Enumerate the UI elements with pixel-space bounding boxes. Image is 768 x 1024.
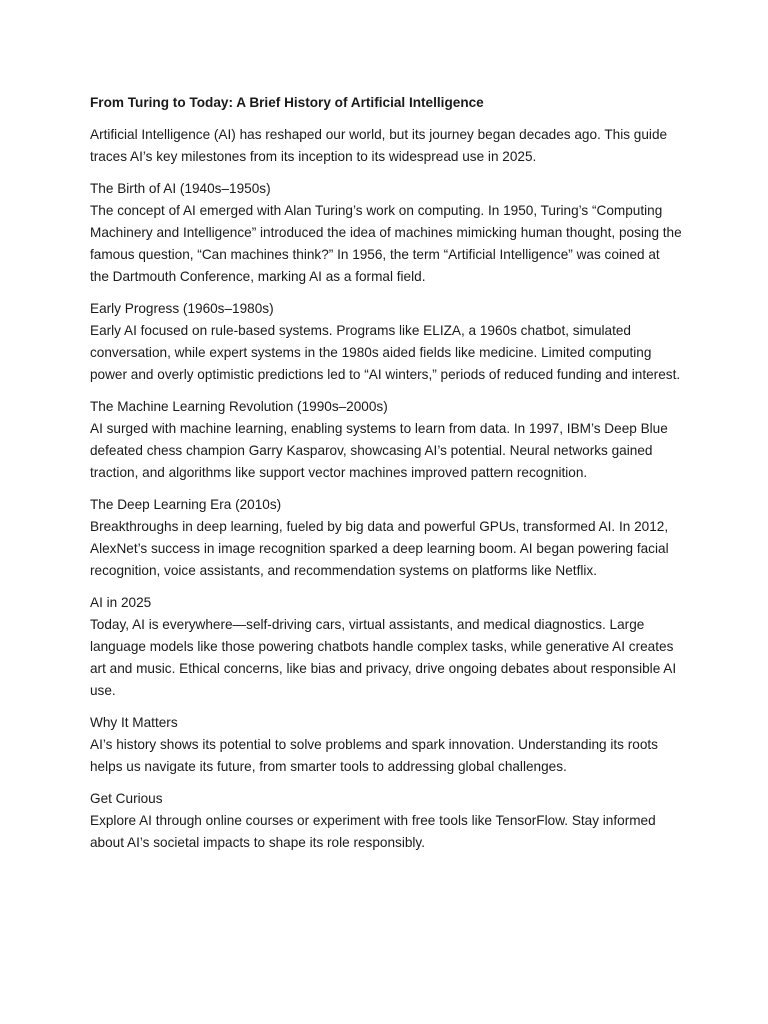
section-deep-learning [90, 494, 682, 582]
section-ai-in-2025 [90, 592, 682, 702]
section-heading: The Birth of AI (1940s–1950s) [90, 181, 271, 196]
section-body: The concept of AI emerged with Alan Turing’s work on computing. In 1950, Turing’s “Computing Machinery and Intelligence” introduced the idea of machines mimicking human thought, posing the famous question, “Can machines think?” In 1956, the term “Artificial Intelligence” was coined at the Dartmouth Conference, marking AI as a formal field. [90, 203, 682, 284]
section-body: Today, AI is everywhere—self-driving cars, virtual assistants, and medical diagnostics. Large language models like those powering chatbots handle complex tasks, while generative AI creates art and music. Ethical concerns, like bias and privacy, drive ongoing debates about responsible AI use. [90, 617, 677, 698]
section-heading: Why It Matters [90, 715, 178, 730]
section-birth-of-ai [90, 178, 682, 288]
section-early-progress [90, 298, 682, 386]
section-machine-learning [90, 396, 682, 484]
section-heading: The Machine Learning Revolution (1990s–2000s) [90, 399, 388, 414]
document-title: From Turing to Today: A Brief History of Artificial Intelligence [90, 95, 484, 110]
section-body: AI’s history shows its potential to solve problems and spark innovation. Understanding its roots helps us navigate its future, from smarter tools to addressing global challenges. [90, 737, 658, 774]
section-heading: The Deep Learning Era (2010s) [90, 497, 282, 512]
section-why-it-matters [90, 712, 682, 778]
section-body: Early AI focused on rule-based systems. Programs like ELIZA, a 1960s chatbot, simulated conversation, while expert systems in the 1980s aided fields like medicine. Limited computing power and overly optimistic predictions led to “AI winters,” periods of reduced funding and interest. [90, 323, 681, 382]
section-body: Breakthroughs in deep learning, fueled by big data and powerful GPUs, transformed AI. In 2012, AlexNet’s success in image recognition sparked a deep learning boom. AI began powering facial recognition, voice assistants, and recommendation systems on platforms like Netflix. [90, 519, 669, 578]
section-get-curious [90, 788, 682, 854]
section-body: Explore AI through online courses or experiment with free tools like TensorFlow. Stay informed about AI’s societal impacts to shape its role responsibly. [90, 813, 656, 850]
intro-paragraph: Artificial Intelligence (AI) has reshaped our world, but its journey began decades ago. This guide traces AI’s key milestones from its inception to its widespread use in 2025. [90, 127, 668, 164]
section-heading: AI in 2025 [90, 595, 152, 610]
section-heading: Early Progress (1960s–1980s) [90, 301, 274, 316]
document-page [90, 92, 682, 864]
section-body: AI surged with machine learning, enabling systems to learn from data. In 1997, IBM’s Deep Blue defeated chess champion Garry Kasparov, showcasing AI’s potential. Neural networks gained traction, and algorithms like support vector machines improved pattern recognition. [90, 421, 668, 480]
section-heading: Get Curious [90, 791, 163, 806]
